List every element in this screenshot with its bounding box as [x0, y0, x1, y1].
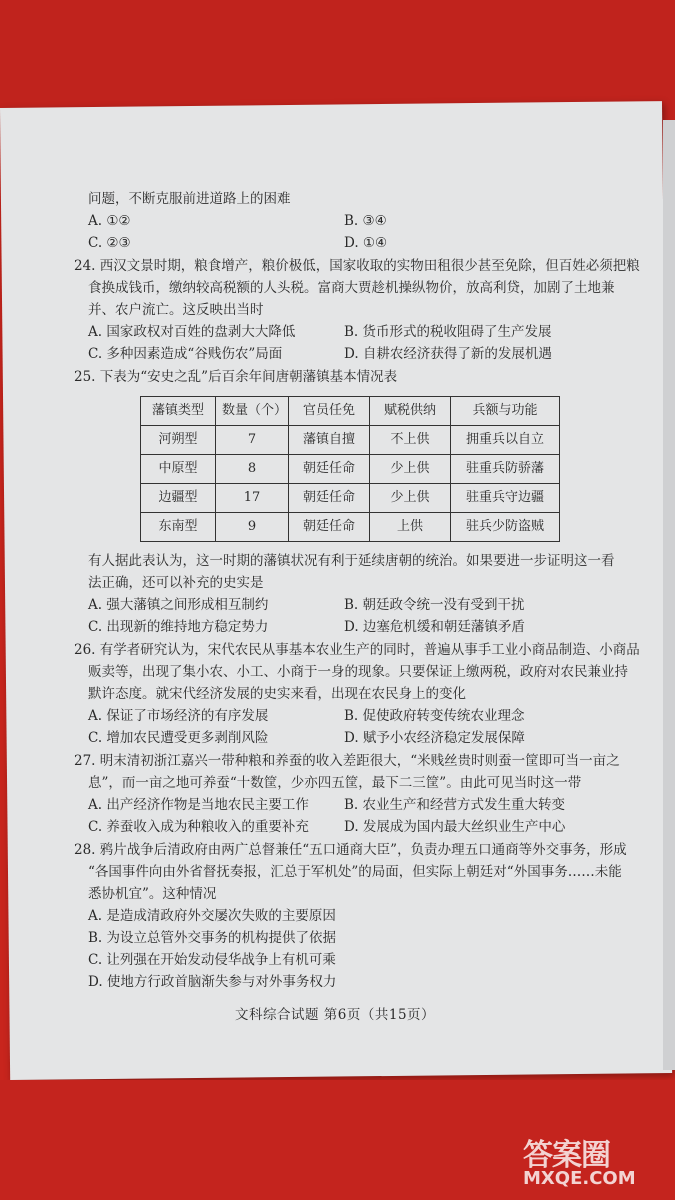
q26-stem-line3: 默许态度。就宋代经济发展的史实来看，出现在农民身上的变化: [88, 686, 466, 702]
q28-option-c: C. 让列强在开始发动侵华战争上有机可乘: [88, 952, 336, 968]
q23-option-b: B. ③④: [344, 213, 387, 229]
table-cell: 驻重兵守边疆: [451, 484, 560, 513]
q27-stem-line1: 27. 明末清初浙江嘉兴一带种粮和养蚕的收入差距很大，“米贱丝贵时则蚕一筐即可当一亩之: [74, 753, 620, 769]
table-cell: 驻重兵防骄藩: [451, 455, 560, 484]
q28-option-b: B. 为设立总管外交事务的机构提供了依据: [88, 930, 337, 946]
q27-options-row2: [88, 816, 608, 838]
q26-option-d: D. 赋予小农经济稳定发展保障: [344, 730, 525, 746]
table-cell: 7: [216, 426, 289, 455]
q25-option-b: B. 朝廷政令统一没有受到干扰: [344, 597, 525, 613]
table-header-cell: 藩镇类型: [141, 397, 216, 426]
q24-stem-line2: 食换成钱币，缴纳较高税额的人头税。富商大贾趁机操纵物价，放高利贷，加剧了土地兼: [88, 280, 615, 296]
q24-options-row2: [88, 343, 608, 365]
table-cell: 不上供: [370, 426, 451, 455]
q23-options-row1: [88, 210, 608, 232]
table-cell: 中原型: [141, 455, 216, 484]
sheet-edge: [663, 120, 675, 1070]
table-cell: 拥重兵以自立: [451, 426, 560, 455]
q25-table: [140, 396, 560, 542]
table-cell: 朝廷任命: [289, 484, 370, 513]
q25-option-d: D. 边塞危机缓和朝廷藩镇矛盾: [344, 619, 525, 635]
q25-stem: 25. 下表为“安史之乱”后百余年间唐朝藩镇基本情况表: [74, 369, 398, 385]
q27-option-c: C. 养蚕收入成为种粮收入的重要补充: [88, 819, 309, 835]
q25-after-line2: 法正确，还可以补充的史实是: [88, 575, 264, 591]
q24-option-d: D. 自耕农经济获得了新的发展机遇: [344, 346, 552, 362]
table-header-cell: 兵额与功能: [451, 397, 560, 426]
table-cell: 上供: [370, 513, 451, 542]
q26-options-row2: [88, 727, 608, 749]
table-row: [141, 484, 560, 513]
exam-content: [74, 188, 640, 993]
table-cell: 朝廷任命: [289, 513, 370, 542]
q23-option-a: A. ①②: [88, 213, 131, 229]
watermark-site: MXQE.COM: [523, 1168, 636, 1189]
table-row: [141, 513, 560, 542]
page-footer: 文科综合试题 第6页（共15页）: [235, 1007, 436, 1023]
q24-option-c: C. 多种因素造成“谷贱伤农”局面: [88, 346, 283, 362]
table-header-cell: 赋税供纳: [370, 397, 451, 426]
table-header-cell: 数量（个）: [216, 397, 289, 426]
q28-option-d: D. 使地方行政首脑渐失参与对外事务权力: [88, 974, 337, 990]
q27-options-row1: [88, 794, 608, 816]
q24-option-b: B. 货币形式的税收阻碍了生产发展: [344, 324, 552, 340]
q26-option-a: A. 保证了市场经济的有序发展: [88, 708, 269, 724]
q28-stem-line2: “各国事件向由外省督抚奏报，汇总于军机处”的局面，但实际上朝廷对“外国事务……未能: [88, 864, 622, 880]
table-cell: 边疆型: [141, 484, 216, 513]
q25-option-a: A. 强大藩镇之间形成相互制约: [88, 597, 269, 613]
q23-tail: 问题，不断克服前进道路上的困难: [88, 191, 291, 207]
q25-options-row2: [88, 616, 608, 638]
q26-option-b: B. 促使政府转变传统农业理念: [344, 708, 525, 724]
table-header-cell: 官员任免: [289, 397, 370, 426]
table-cell: 17: [216, 484, 289, 513]
q26-option-c: C. 增加农民遭受更多剥削风险: [88, 730, 269, 746]
q25-options-row1: [88, 594, 608, 616]
table-cell: 东南型: [141, 513, 216, 542]
table-cell: 河朔型: [141, 426, 216, 455]
table-row: [141, 455, 560, 484]
q23-options-row2: [88, 232, 608, 254]
watermark-logo: 答案圈: [523, 1138, 610, 1173]
table-cell: 驻兵少防盗贼: [451, 513, 560, 542]
q27-option-b: B. 农业生产和经营方式发生重大转变: [344, 797, 566, 813]
q27-option-d: D. 发展成为国内最大丝织业生产中心: [344, 819, 566, 835]
q24-stem-line3: 并、农户流亡。这反映出当时: [88, 302, 264, 318]
table-cell: 少上供: [370, 484, 451, 513]
q23-option-c: C. ②③: [88, 235, 131, 251]
q24-options-row1: [88, 321, 608, 343]
q25-after-line1: 有人据此表认为，这一时期的藩镇状况有利于延续唐朝的统治。如果要进一步证明这一看: [88, 553, 615, 569]
q26-stem-line1: 26. 有学者研究认为，宋代农民从事基本农业生产的同时，普遍从事手工业小商品制造、小商品: [74, 642, 640, 658]
q27-stem-line2: 息”，而一亩之地可养蚕“十数筐，少亦四五筐，最下二三筐”。由此可见当时这一带: [88, 775, 582, 791]
table-cell: 藩镇自擅: [289, 426, 370, 455]
table-row: [141, 426, 560, 455]
q26-options-row1: [88, 705, 608, 727]
q26-stem-line2: 贩卖等，出现了集小农、小工、小商于一身的现象。只要保证上缴两税，政府对农民兼业持: [88, 664, 628, 680]
q28-stem-line3: 悉协机宜”。这种情况: [88, 886, 217, 902]
q28-option-a: A. 是造成清政府外交屡次失败的主要原因: [88, 908, 336, 924]
q25-option-c: C. 出现新的维持地方稳定势力: [88, 619, 269, 635]
watermark: [523, 1130, 663, 1192]
table-header-row: [141, 397, 560, 426]
table-cell: 9: [216, 513, 289, 542]
table-cell: 朝廷任命: [289, 455, 370, 484]
table-cell: 少上供: [370, 455, 451, 484]
q27-option-a: A. 出产经济作物是当地农民主要工作: [88, 797, 309, 813]
q28-stem-line1: 28. 鸦片战争后清政府由两广总督兼任“五口通商大臣”，负责办理五口通商等外交事务，形成: [74, 842, 627, 858]
table-cell: 8: [216, 455, 289, 484]
q23-option-d: D. ①④: [344, 235, 388, 251]
q24-stem-line1: 24. 西汉文景时期，粮食增产，粮价极低，国家收取的实物田租很少甚至免除，但百姓必须把粮: [74, 258, 640, 274]
q24-option-a: A. 国家政权对百姓的盘剥大大降低: [88, 324, 296, 340]
